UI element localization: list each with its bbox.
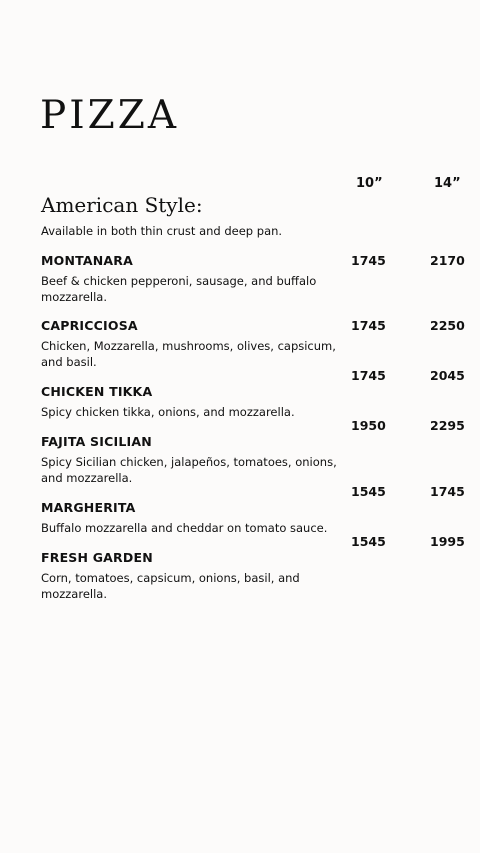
- menu-item-description-margherita: Buffalo mozzarella and cheddar on tomato sauce.: [41, 521, 328, 535]
- price-14-fresh-garden: 1995: [430, 534, 465, 549]
- menu-item-name-chicken-tikka: CHICKEN TIKKA: [41, 384, 153, 399]
- menu-item-description-chicken-tikka: Spicy chicken tikka, onions, and mozzarella.: [41, 405, 295, 419]
- menu-item-description-capricciosa: Chicken, Mozzarella, mushrooms, olives, capsicum, and basil.: [41, 339, 336, 369]
- menu-item-description-fresh-garden: Corn, tomatoes, capsicum, onions, basil, and mozzarella.: [41, 571, 300, 601]
- price-14-capricciosa: 2250: [430, 318, 465, 333]
- section-title: American Style:: [41, 193, 203, 217]
- menu-item-description-montanara: Beef & chicken pepperoni, sausage, and buffalo mozzarella.: [41, 274, 317, 304]
- menu-item-description-fajita-sicilian: Spicy Sicilian chicken, jalapeños, tomatoes, onions, and mozzarella.: [41, 455, 337, 485]
- price-10-margherita: 1545: [351, 484, 386, 499]
- price-14-montanara: 2170: [430, 253, 465, 268]
- menu-item-name-margherita: MARGHERITA: [41, 500, 136, 515]
- section-note: Available in both thin crust and deep pan.: [41, 224, 283, 238]
- price-14-chicken-tikka: 2045: [430, 368, 465, 383]
- size-header-14-inch: 14”: [434, 176, 461, 191]
- menu-item-name-fajita-sicilian: FAJITA SICILIAN: [41, 434, 152, 449]
- size-header-10-inch: 10”: [356, 176, 383, 191]
- menu-item-name-capricciosa: CAPRICCIOSA: [41, 318, 138, 333]
- price-14-fajita-sicilian: 2295: [430, 418, 465, 433]
- price-10-montanara: 1745: [351, 253, 386, 268]
- price-14-margherita: 1745: [430, 484, 465, 499]
- menu-item-name-fresh-garden: FRESH GARDEN: [41, 550, 153, 565]
- page-title: PIZZA: [40, 93, 180, 138]
- price-10-fajita-sicilian: 1950: [351, 418, 386, 433]
- price-10-chicken-tikka: 1745: [351, 368, 386, 383]
- price-10-fresh-garden: 1545: [351, 534, 386, 549]
- price-10-capricciosa: 1745: [351, 318, 386, 333]
- menu-item-name-montanara: MONTANARA: [41, 253, 133, 268]
